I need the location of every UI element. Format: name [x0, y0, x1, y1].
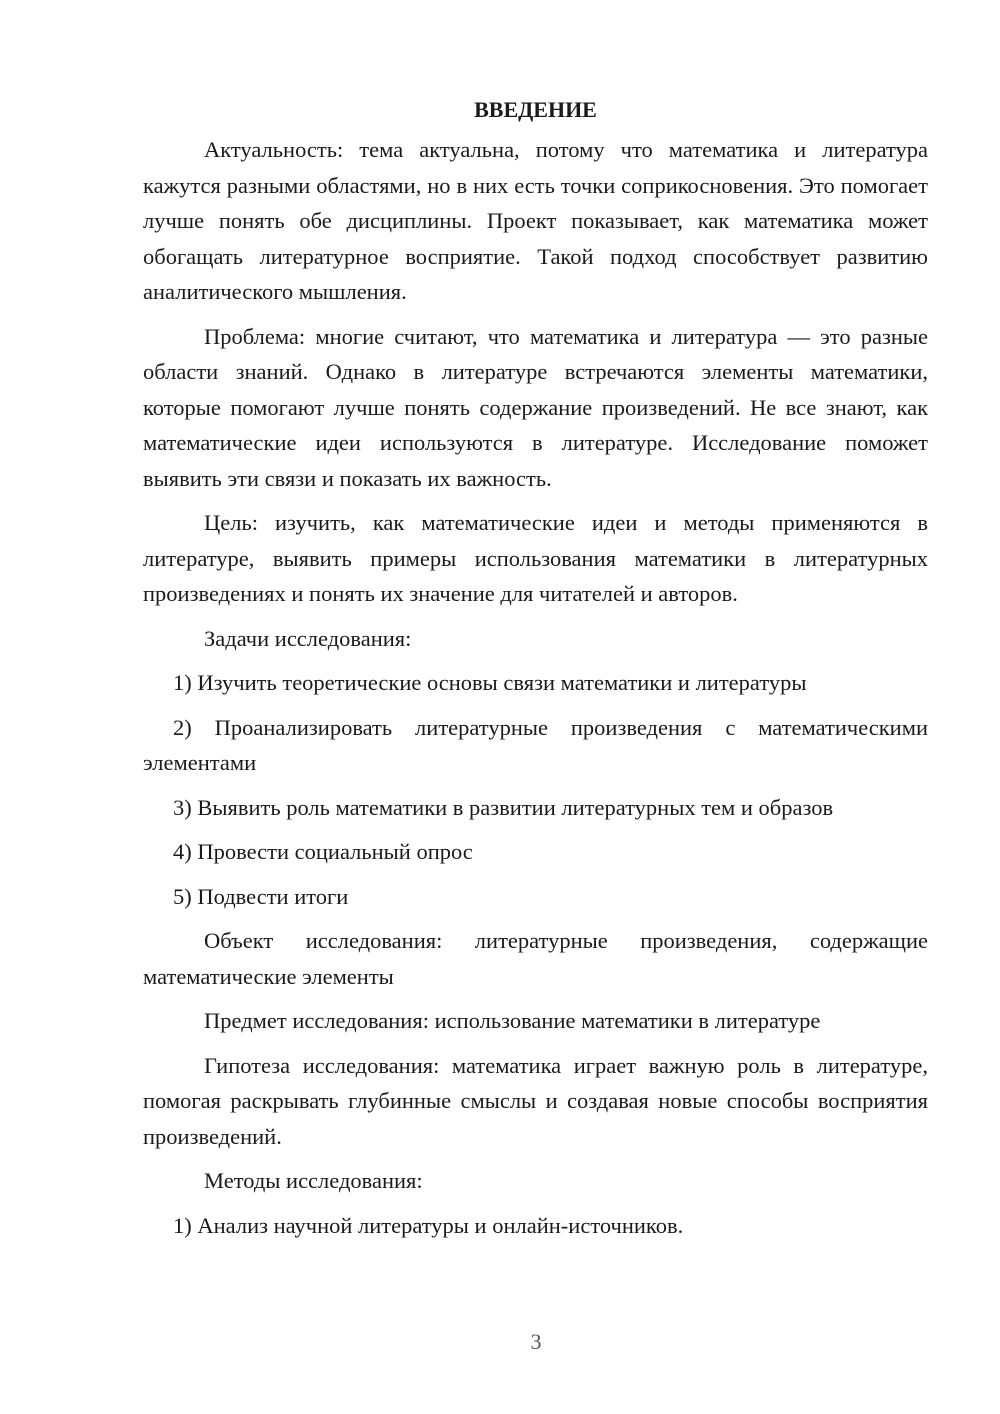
task-item: 3) Выявить роль математики в развитии литературных тем и образов [173, 794, 834, 820]
task-item: 5) Подвести итоги [173, 883, 349, 909]
task-item: 2) Проанализировать литературные произведения с математическими элементами [143, 714, 928, 775]
problem-paragraph: Проблема: многие считают, что математика и литература — это разные области знаний. Однако в литературе встречаются элементы математики, которые помогают лучше понять содержание произведений. Не все знают, как математические идеи используются в литературе. Исследование поможет выявить эти связи и показать их важность. [143, 323, 928, 491]
relevance-paragraph: Актуальность: тема актуальна, потому что математика и литература кажутся разными областями, но в них есть точки соприкосновения. Это помогает лучше понять обе дисциплины. Проект показывает, как математика может обогащать литературное восприятие. Такой подход способствует развитию аналитического мышления. [143, 137, 928, 304]
method-item: 1) Анализ научной литературы и онлайн-источников. [173, 1212, 684, 1238]
tasks-list [143, 665, 928, 914]
tasks-heading: Задачи исследования: [204, 625, 412, 651]
subject-paragraph: Предмет исследования: использование математики в литературе [204, 1008, 821, 1033]
object-paragraph: Объект исследования: литературные произведения, содержащие математические элементы [143, 928, 928, 989]
task-item: 4) Провести социальный опрос [173, 839, 473, 864]
methods-heading: Методы исследования: [204, 1168, 423, 1193]
hypothesis-paragraph: Гипотеза исследования: математика играет важную роль в литературе, помогая раскрывать глубинные смыслы и создавая новые способы восприятия произведений. [143, 1052, 928, 1149]
task-item: 1) Изучить теоретические основы связи математики и литературы [173, 670, 807, 695]
section-title: ВВЕДЕНИЕ [474, 97, 597, 122]
document-page [143, 92, 928, 1252]
page-number: 3 [530, 1329, 542, 1354]
goal-paragraph: Цель: изучить, как математические идеи и методы применяются в литературе, выявить примеры использования математики в литературных произведениях и понять их значение для читателей и авторов. [143, 510, 928, 606]
methods-list [143, 1208, 928, 1244]
